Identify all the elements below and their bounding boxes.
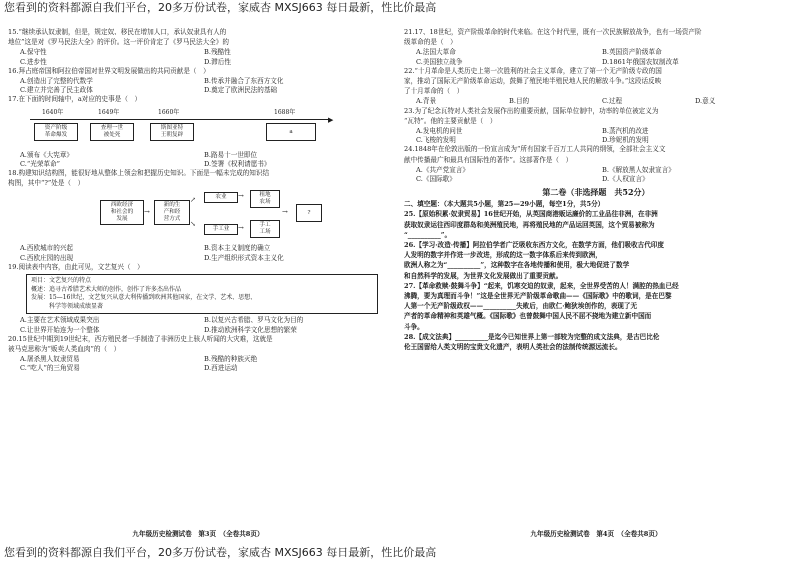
option-b[interactable]: B.目的 [509, 97, 530, 106]
arrow-right-icon: ↗ [190, 196, 196, 205]
question-28-stem-cont: 伦王国留给人类文明的宝贵文化遗产，表明人类社会的法制传统源远流长。 [404, 343, 622, 352]
question-21-stem: 21.17、18世纪，资产阶级革命的时代来临。在这个时代里，既有一次民族解放战争，也有一场资产阶 [404, 28, 702, 36]
question-24-stem-cont: 献中传播最广和最具有国际性的著作”。这部著作是（ ） [404, 155, 573, 164]
option-b[interactable]: B.残酷的种族灭绝 [204, 355, 258, 364]
arrow-right-icon: → [238, 224, 244, 233]
question-25-stem-cont: 获取奴隶运往西印度群岛和美洲殖民地，再将殖民地的产品运回英国，这个贸易被称为 [404, 220, 655, 229]
question-17-options [8, 151, 388, 169]
option-a[interactable]: A.发电机的问世 [416, 127, 463, 136]
question-16-stem: 16.拜占庭帝国和阿拉伯帝国对世界文明发展做出的共同贡献是（ ） [8, 66, 210, 75]
diagram-node: 西欧经济 和社会的 发展 [100, 200, 144, 225]
option-c[interactable]: C.“光荣革命” [20, 159, 61, 168]
option-c[interactable]: C.过程 [602, 97, 623, 106]
info-line: 项目：文艺复兴的特点 [31, 277, 92, 285]
question-18-stem: 18.构建知识结构图，能很好地从整体上领会和把握历史知识。下面是一幅未完成的知识结 [8, 169, 270, 178]
question-16-options [8, 77, 388, 95]
question-15-stem-cont: 地位”这是对《罗马民法大全》的评价。这一评价肯定了《罗马民法大全》的 [8, 38, 229, 47]
info-line: 科学等领域成绩显著 [49, 302, 104, 310]
question-15-options [8, 48, 388, 66]
option-d[interactable]: D.签署《权利请愿书》 [204, 159, 271, 168]
fill-in-instructions: 二、填空题：（本大题共5小题，第25—29小题，每空1分，共5分） [404, 200, 605, 209]
option-c[interactable]: C.进步性 [20, 57, 47, 66]
question-22-stem-cont: 家，推动了国际无产阶级革命运动，鼓舞了殖民地半殖民地人民的解放斗争。”这段话反映 [404, 77, 662, 86]
question-21-stem-cont: 级革命的是（ ） [404, 38, 457, 47]
option-b[interactable]: B.《解放黑人奴隶宣言》 [602, 165, 675, 174]
page-footer: 九年级历史检测试卷 第4页 （全卷共8页） [530, 530, 662, 538]
option-b[interactable]: B.残酷性 [204, 48, 231, 57]
question-20-stem-cont: 被马克思称为“贩卖人类血肉”的（ ） [8, 345, 121, 354]
arrow-right-icon: → [238, 192, 244, 201]
knowledge-structure-diagram [100, 190, 330, 242]
diagram-node: 租地 农场 [250, 190, 280, 208]
option-d[interactable]: D.生产组织形式资本主义化 [204, 253, 284, 262]
option-d[interactable]: D.1861年俄国农奴制改革 [602, 57, 679, 66]
question-24-stem: 24.1848年在伦敦出版的一份宣言成为“所有国家千百万工人共同的纲领，全部社会主义文 [404, 145, 666, 154]
info-line: 概述：追寻古希腊艺术大师的创作，创作了许多杰出作品 [31, 285, 182, 293]
exam-page-3 [8, 28, 388, 538]
arrow-right-icon: → [282, 208, 288, 217]
option-b[interactable]: B.传承并融合了东西方文化 [204, 77, 284, 86]
option-d[interactable]: D.西进运动 [204, 364, 238, 373]
option-c[interactable]: C.西欧庄园的出现 [20, 253, 74, 262]
question-27-stem-cont: 产者的革命精神和英雄气概。《国际歌》也曾鼓舞中国人民不屈不挠地为建立新中国而 [404, 312, 652, 321]
timeline-year: 1649年 [98, 108, 120, 116]
option-b[interactable]: B.蒸汽机的改进 [602, 127, 649, 136]
info-line: 发展：15—16世纪，文艺复兴从意大利传播到欧洲其他国家，在文学、艺术、思想、 [31, 294, 257, 302]
question-19-options [8, 316, 388, 334]
question-27-stem: 27.【革命救赎·鼓舞斗争】“起来，饥寒交迫的奴隶，起来，全世界受苦的人！满腔的热血已经 [404, 281, 679, 290]
diagram-node-unknown: ? [296, 204, 322, 222]
question-22-options [404, 97, 788, 106]
question-22-stem-cont: 了十月革命的（ ） [404, 87, 464, 96]
timeline-axis [30, 119, 330, 120]
option-c[interactable]: C.建立并完善了民主政体 [20, 86, 93, 95]
diagram-node: 新的生 产和经 营方式 [154, 200, 190, 225]
question-26-stem-cont: 和自然科学的发展，为世界文化发展做出了重要贡献。 [404, 271, 563, 280]
arrow-right-icon: ↘ [190, 220, 196, 229]
timeline-year: 1660年 [158, 108, 180, 116]
option-b[interactable]: B.英国资产阶级革命 [602, 48, 662, 57]
page-footer: 九年级历史检测试卷 第3页 （全卷共8页） [132, 530, 264, 538]
option-c[interactable]: C.《国际歌》 [416, 175, 456, 184]
question-19-stem: 19.阅读表中内容，由此可见，文艺复兴（ ） [8, 262, 144, 271]
section-2-title: 第二卷（非选择题 共52分） [542, 187, 650, 198]
timeline-event-box: 斯图亚特 王朝复辟 [150, 123, 194, 141]
question-26-stem-cont: 人发明的数字并作进一步改进，形成的这一数字体系后来传到欧洲， [404, 251, 602, 260]
question-23-options [404, 127, 788, 145]
option-a[interactable]: A.主要在艺术领域成果突出 [20, 316, 100, 325]
option-a[interactable]: A.颁布《大宪章》 [20, 150, 74, 159]
question-26-answer-blank[interactable]: 欧洲人称之为“__________”，这种数字在各地传播和使用，极大地促进了数学 [404, 261, 630, 270]
option-a[interactable]: A.西欧城市的兴起 [20, 244, 74, 253]
question-28-answer-blank[interactable]: 28.【成文法典】__________是迄今已知世界上第一部较为完整的成文法典，是古巴比伦 [404, 332, 660, 341]
question-23-stem-cont: “瓦特”。他的主要贡献是（ ） [404, 116, 497, 125]
option-d[interactable]: D.推动欧洲科学文化思想的繁荣 [204, 325, 297, 334]
option-b[interactable]: B.资本主义制度的确立 [204, 244, 271, 253]
question-20-options [8, 355, 388, 373]
top-watermark-banner: 您看到的资料都源自我们平台，20多万份试卷，家威杏 MXSJ663 每日最新，性比价最高 [4, 1, 437, 14]
timeline-year: 1688年 [274, 108, 296, 116]
option-a[interactable]: A.背景 [416, 97, 437, 106]
question-21-options [404, 48, 788, 66]
option-a[interactable]: A.《共产党宣言》 [416, 165, 470, 174]
option-a[interactable]: A.法国大革命 [416, 48, 456, 57]
question-24-options [404, 166, 788, 184]
question-20-stem: 20.15世纪中期到19世纪末，西方殖民者一手制造了非洲历史上骇人听闻的大灾难，这就是 [8, 334, 273, 343]
option-d[interactable]: D.滞后性 [204, 57, 231, 66]
timeline-figure [30, 107, 360, 149]
option-d[interactable]: D.《人权宣言》 [602, 175, 649, 184]
timeline-year: 1640年 [42, 108, 64, 116]
question-27-answer-blank[interactable]: 人第一个无产阶级政权——__________失败后，由欧仁·鲍狄埃创作的，表现了无 [404, 302, 638, 311]
question-25-stem: 25.【原始积累·奴隶贸易】16世纪开始，从英国商港贩运廉价的工业品往非洲，在非洲 [404, 210, 658, 219]
option-c[interactable]: C.美国独立战争 [416, 57, 463, 66]
option-a[interactable]: A.创造出了完整的代数学 [20, 77, 93, 86]
exam-page-4 [404, 28, 788, 538]
diagram-node: 手工 工场 [250, 220, 280, 238]
question-26-stem: 26.【学习·改造·传播】阿拉伯学者广泛吸收东西方文化，在数学方面，他们吸收古代印度 [404, 241, 665, 250]
question-25-answer-blank[interactable]: “__________”。 [404, 230, 452, 239]
timeline-event-box-a: a [266, 123, 316, 141]
option-d[interactable]: D.珍妮机的发明 [602, 136, 649, 145]
question-18-options [8, 244, 388, 262]
option-b[interactable]: B.路易十一世即位 [204, 150, 258, 159]
question-22-stem: 22.“十月革命是人类历史上第一次胜利的社会主义革命，建立了第一个无产阶级专政的国 [404, 66, 662, 75]
option-d[interactable]: D.意义 [695, 97, 716, 106]
diagram-node: 手工业 [204, 224, 238, 235]
question-15-stem: 15.“继续承认奴隶制，但是，规定奴、移民在增加人口，承认奴隶具有人的 [8, 28, 227, 36]
diagram-node: 农业 [204, 192, 238, 203]
option-c[interactable]: C.“吃人”的三角贸易 [20, 364, 80, 373]
renaissance-info-table [26, 274, 378, 314]
timeline-event-box: 查理一世 被处死 [90, 123, 134, 141]
timeline-event-box: 资产阶级 革命爆发 [34, 123, 78, 141]
question-18-stem-cont: 构图，其中“?”处是（ ） [8, 179, 85, 188]
timeline-arrow-icon: ▶ [328, 115, 334, 124]
option-a[interactable]: A.屠杀黑人奴隶贸易 [20, 355, 80, 364]
question-27-stem-cont: 沸腾，要为真理而斗争！”这是全世界无产阶级革命歌曲——《国际歌》中的歌词，是在巴黎 [404, 292, 672, 301]
option-b[interactable]: B.以复兴古希腊、罗马文化为目的 [204, 316, 304, 325]
question-23-stem: 23.为了纪念瓦特对人类社会发展作出的重要贡献，国际单位制中，功率的单位被定义为 [404, 106, 659, 115]
option-a[interactable]: A.保守性 [20, 48, 47, 57]
arrow-right-icon: → [144, 208, 150, 217]
bottom-watermark-banner: 您看到的资料都源自我们平台，20多万份试卷，家威杏 MXSJ663 每日最新，性比价最高 [4, 546, 437, 559]
question-27-stem-cont: 斗争。 [404, 322, 424, 331]
option-c[interactable]: C.让世界开始连为一个整体 [20, 325, 100, 334]
question-17-stem: 17.在下面的时间轴中，a对应的史事是（ ） [8, 95, 142, 104]
option-d[interactable]: D.奠定了欧洲民法的基础 [204, 86, 278, 95]
option-c[interactable]: C.飞梭的发明 [416, 136, 456, 145]
